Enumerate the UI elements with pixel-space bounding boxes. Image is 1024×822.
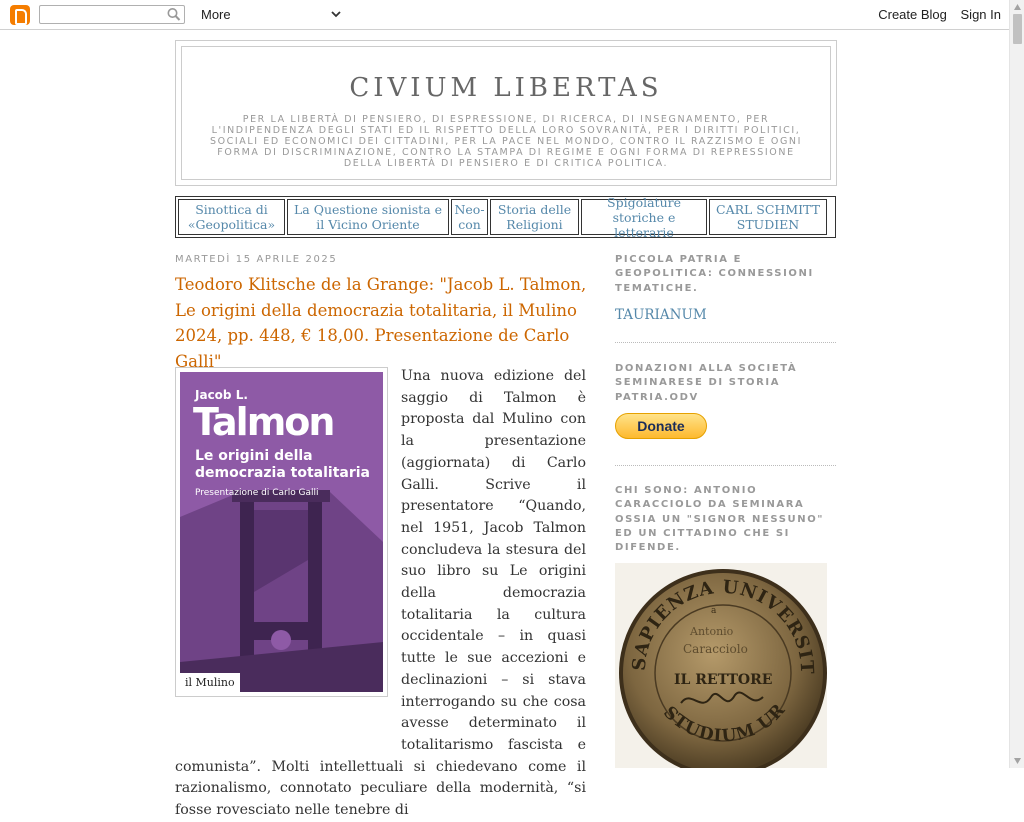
sidebar-widget-donazioni — [615, 362, 836, 405]
blogger-logo-icon[interactable] — [10, 5, 30, 25]
sidebar-widget-piccola-patria — [615, 253, 836, 323]
navbar-actions — [868, 7, 1001, 22]
post-date: MARTEDÌ 15 APRILE 2025 — [175, 254, 338, 265]
chevron-down-icon — [329, 7, 343, 21]
more-label: More — [201, 7, 231, 22]
post-title[interactable]: Teodoro Klitsche de la Grange: "Jacob L. Talmon, Le origini della democrazia totalitaria, il Mulino 2024, pp. 448, € 18,00. Presentazione de Carlo Galli" — [175, 275, 587, 371]
tab-questione-sionista[interactable]: La Questione sionista e il Vicino Oriente — [287, 199, 449, 235]
scroll-down-arrow-icon[interactable] — [1013, 757, 1022, 765]
blog-header-inner — [181, 46, 831, 180]
medal-bottom-text: STUDIUM UR — [659, 699, 790, 747]
more-dropdown[interactable] — [201, 7, 343, 23]
scrollbar-thumb[interactable] — [1013, 14, 1022, 44]
page-tabs — [175, 196, 836, 238]
create-blog-link[interactable]: Create Blog — [878, 7, 947, 22]
search-input[interactable] — [42, 7, 162, 22]
medal-rettore: IL RETTORE — [674, 672, 773, 688]
tab-spigolature[interactable]: Spigolature storiche e letterarie — [581, 199, 707, 235]
image-float-spacer — [175, 366, 401, 736]
search-icon[interactable] — [166, 7, 182, 22]
page-scrollbar[interactable] — [1009, 0, 1024, 768]
sidebar-heading: CHI SONO: ANTONIO CARACCIOLO DA SEMINARA OSSIA UN "SIGNOR NESSUNO" ED UN CITTADINO CHE SI DIFENDE. — [615, 485, 825, 554]
post-body-text: Una nuova edizione del saggio di Talmon è proposta dal Mulino con la presentazione (aggiornata) di Carlo Galli. Scrive il presentatore “Quando, nel 1951, Jacob Talmon concludeva la stesura del suo libro su Le origini della democrazia totalitaria la cultura occidentale – in quasi tutte le sue accezioni e declinazioni – si stava interrogando su che cosa avesse determinato il totalitarismo fascista e comunista”. Molti intellettuali si chiedevano come il razionalismo, connotato peculiare della modernità, “si fosse rovesciato nelle tenebre di — [175, 368, 586, 819]
sidebar-divider — [615, 342, 836, 343]
post-body — [175, 366, 586, 819]
profile-medal-image[interactable] — [615, 563, 827, 768]
sidebar-heading: DONAZIONI ALLA SOCIETÀ SEMINARESE DI STORIA PATRIA.ODV — [615, 363, 798, 403]
tab-neo-con[interactable]: Neo-con — [451, 199, 488, 235]
book-author-first: Jacob L. — [195, 388, 248, 402]
taurianum-link[interactable]: TAURIANUM — [615, 306, 707, 323]
medal-to-label: a — [711, 606, 717, 616]
blog-title[interactable]: CIVIUM LIBERTAS — [349, 73, 663, 103]
blog-header — [175, 40, 837, 186]
search-box — [39, 5, 185, 24]
tab-storia-religioni[interactable]: Storia delle Religioni — [490, 199, 579, 235]
paypal-donate-button[interactable]: Donate — [615, 413, 707, 439]
book-subtitle: Presentazione di Carlo Galli — [195, 488, 319, 498]
sidebar-divider — [615, 465, 836, 466]
scroll-up-arrow-icon[interactable] — [1013, 3, 1022, 11]
sidebar-heading: PICCOLA PATRIA E GEOPOLITICA: CONNESSIONI TEMATICHE. — [615, 254, 814, 294]
tab-sinottica-geopolitica[interactable]: Sinottica di «Geopolitica» — [178, 199, 285, 235]
medal-name-line2: Caracciolo — [683, 642, 748, 656]
blog-description: PER LA LIBERTÀ DI PENSIERO, DI ESPRESSIONE, DI RICERCA, DI INSEGNAMENTO, PER L'INDIPENDENZA DEGLI STATI ED IL RISPETTO DELLA LORO SOVRANITÀ, PER I DIRITTI POLITICI, SOCIALI ED ECONOMICI DEI CITTADINI, PER LA PACE NEL MONDO, CONTRO IL RAZZISMO E OGNI FORMA DI DISCRIMINAZIONE, CONTRO LA STAMPA DI REGIME E OGNI FORMA DI REPRESSIONE DELLA LIBERTÀ DI PENSIERO E DI CRITICA POLITICA. — [209, 114, 803, 169]
sign-in-link[interactable]: Sign In — [960, 7, 1001, 22]
tab-carl-schmitt[interactable]: CARL SCHMITT STUDIEN — [709, 199, 827, 235]
sidebar-widget-chi-sono — [615, 484, 836, 555]
blogger-navbar — [0, 0, 1009, 30]
book-publisher: il Mulino — [180, 673, 240, 692]
sapienza-medal-icon — [615, 563, 827, 768]
medal-ring-text: SAPIENZA UNIVERSIT — [628, 576, 818, 675]
book-title: Le origini della democrazia totalitaria — [195, 448, 370, 481]
medal-name-line1: Antonio — [690, 625, 734, 638]
book-author-last: Talmon — [193, 400, 334, 444]
